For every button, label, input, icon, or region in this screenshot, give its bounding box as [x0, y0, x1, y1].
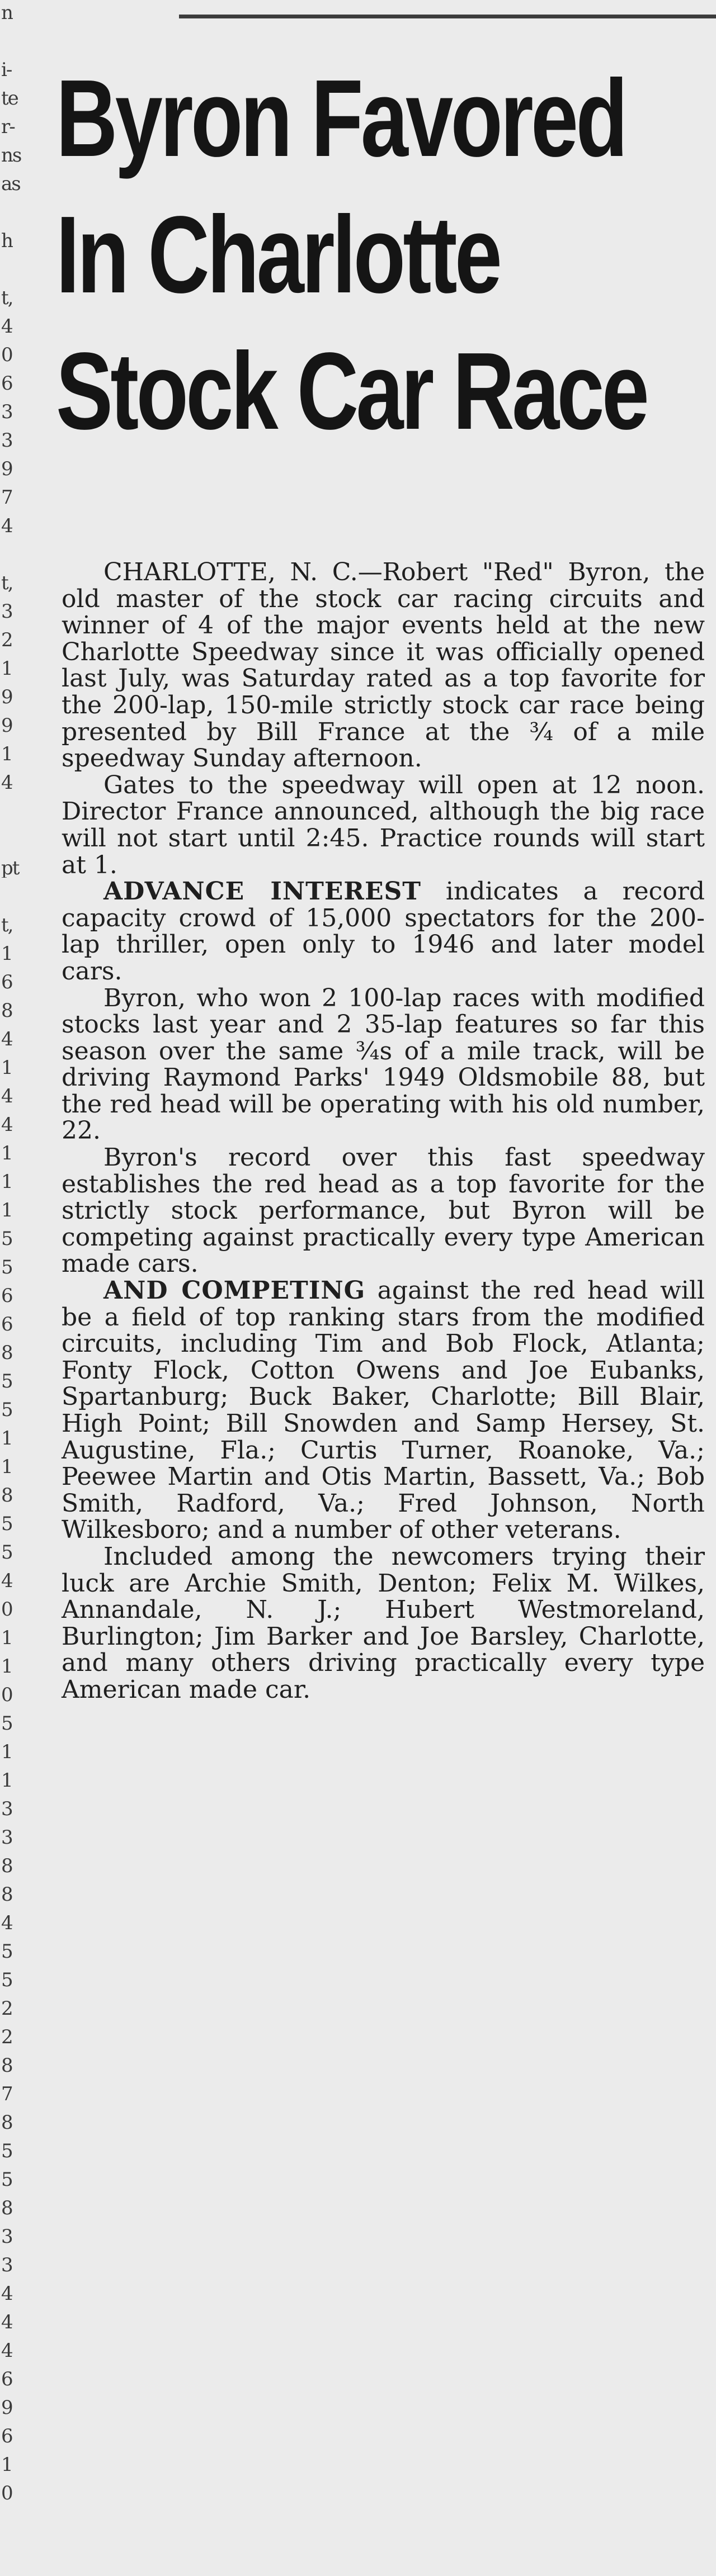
headline-line: Byron Favored: [56, 57, 626, 179]
adjacent-column-line: t,: [1, 916, 13, 935]
adjacent-column-line: 3: [1, 2256, 12, 2275]
adjacent-column-line: pt: [1, 859, 19, 878]
adjacent-column-line: 8: [1, 1885, 12, 1904]
paragraph: [62, 985, 705, 1145]
headline-line: Stock Car Race: [56, 330, 647, 452]
adjacent-column-line: t,: [1, 574, 13, 593]
adjacent-column-line: 2: [1, 1999, 12, 2018]
paragraph: [62, 1543, 705, 1703]
adjacent-column-line: 8: [1, 1343, 12, 1362]
adjacent-column-line: 1: [1, 1457, 12, 1476]
adjacent-column-line: 1: [1, 944, 12, 963]
adjacent-column-line: 5: [1, 1942, 12, 1961]
adjacent-column-line: 8: [1, 2199, 12, 2218]
adjacent-column-line: 1: [1, 1429, 12, 1448]
adjacent-column-line: 6: [1, 2370, 12, 2389]
paragraph-text: Included among the newcomers trying their luck are Archie Smith, Denton; Felix M. Wilkes, Annandale, N. J.; Hubert Westmoreland, Burlington; Jim Barker and Joe Barsley, Charlotte, and many others driving practically every type American made car.: [62, 1542, 705, 1704]
paragraph-kicker: AND COMPETING: [103, 1276, 366, 1305]
adjacent-column-line: 2: [1, 631, 12, 650]
adjacent-column-line: ns: [1, 146, 21, 165]
adjacent-column-line: 6: [1, 1286, 12, 1305]
adjacent-column-line: 4: [1, 317, 12, 336]
adjacent-column-line: 0: [1, 1685, 12, 1704]
paragraph: [62, 878, 705, 984]
adjacent-column-line: 7: [1, 488, 12, 507]
adjacent-column-line: 6: [1, 2427, 12, 2446]
adjacent-column-line: 1: [1, 1058, 12, 1077]
adjacent-column-line: 5: [1, 2170, 12, 2189]
adjacent-column-line: 5: [1, 1714, 12, 1733]
adjacent-column-line: 5: [1, 1400, 12, 1419]
adjacent-column-line: 1: [1, 1628, 12, 1647]
paragraph: [62, 559, 705, 772]
paragraph: [62, 772, 705, 878]
adjacent-column-line: te: [1, 89, 18, 108]
adjacent-column-line: 3: [1, 1828, 12, 1847]
adjacent-column-line: 5: [1, 1543, 12, 1562]
adjacent-column-line: 7: [1, 2085, 12, 2104]
adjacent-column-line: 8: [1, 1486, 12, 1505]
top-rule: [179, 15, 716, 18]
adjacent-column-line: as: [1, 174, 20, 193]
adjacent-column-line: 3: [1, 402, 12, 422]
adjacent-column-line: 4: [1, 773, 12, 792]
adjacent-column-line: h: [1, 231, 12, 250]
adjacent-column-line: 5: [1, 1229, 12, 1248]
adjacent-column-line: i-: [1, 60, 12, 79]
paragraph: [62, 1144, 705, 1277]
headline-line: In Charlotte: [56, 193, 500, 316]
adjacent-column-line: 4: [1, 1571, 12, 1590]
adjacent-column-line: 5: [1, 1258, 12, 1277]
adjacent-column-line: 9: [1, 716, 12, 735]
adjacent-column-line: 8: [1, 1857, 12, 1876]
adjacent-column-line: 0: [1, 345, 12, 364]
adjacent-column-line: 4: [1, 1115, 12, 1134]
adjacent-column-line: 8: [1, 1001, 12, 1020]
adjacent-column-line: 3: [1, 2227, 12, 2246]
adjacent-column-line: 1: [1, 2455, 12, 2474]
adjacent-column-line: 0: [1, 2484, 12, 2503]
adjacent-column-line: 5: [1, 1971, 12, 1990]
adjacent-column-line: 9: [1, 460, 12, 479]
paragraph-text: Byron's record over this fast speedway establishes the red head as a top favorite for the strictly stock performance, but Byron will be competing against practically every type American made cars.: [62, 1143, 705, 1278]
adjacent-column-line: 5: [1, 1372, 12, 1391]
adjacent-column-line: 6: [1, 374, 12, 393]
adjacent-column-line: 1: [1, 1201, 12, 1220]
adjacent-column-line: 1: [1, 1657, 12, 1676]
headline: [56, 50, 647, 460]
adjacent-column-line: 4: [1, 1087, 12, 1106]
paragraph: [62, 1277, 705, 1543]
adjacent-column-line: 1: [1, 745, 12, 764]
adjacent-column-line: 5: [1, 1514, 12, 1533]
adjacent-column-line: 1: [1, 659, 12, 678]
paragraph-text: Gates to the speedway will open at 12 noon. Director France announced, although the big race will not start until 2:45. Practice rounds will start at 1.: [62, 770, 705, 879]
adjacent-column-line: 1: [1, 1172, 12, 1191]
adjacent-column-line: 3: [1, 1800, 12, 1819]
adjacent-column-line: 1: [1, 1742, 12, 1761]
paragraph-text: Byron, who won 2 100-lap races with modified stocks last year and 2 35-lap features so far this season over the same ¾s of a mile track, will be driving Raymond Parks' 1949 Oldsmobile 88, but the red head will be operating with his old number, 22.: [62, 983, 705, 1145]
adjacent-column-line: 4: [1, 2313, 12, 2332]
adjacent-column-line: 4: [1, 1914, 12, 1933]
adjacent-column-line: 4: [1, 1030, 12, 1049]
adjacent-column-line: t,: [1, 288, 13, 307]
adjacent-column-line: r-: [1, 117, 15, 136]
adjacent-column-line: 3: [1, 602, 12, 621]
adjacent-column-line: 5: [1, 2142, 12, 2161]
adjacent-column-line: 0: [1, 1600, 12, 1619]
adjacent-column-line: 1: [1, 1771, 12, 1790]
adjacent-column-line: 8: [1, 2113, 12, 2132]
paragraph-text: indicates a record capacity crowd of 15,000 spectators for the 200-lap thriller, open only to 1946 and later model cars.: [62, 877, 705, 986]
adjacent-column-line: 9: [1, 688, 12, 707]
adjacent-column-line: 3: [1, 431, 12, 450]
adjacent-column-line: 6: [1, 1315, 12, 1334]
paragraph-kicker: ADVANCE INTEREST: [103, 877, 422, 906]
adjacent-column-line: 1: [1, 1144, 12, 1163]
adjacent-column-line: 9: [1, 2398, 12, 2417]
paragraph-text: CHARLOTTE, N. C.—Robert "Red" Byron, the old master of the stock car racing circuits and winner of 4 of the major events held at the new Charlotte Speedway since it was officially opened last July, was Saturday rated as a top favorite for the 200-lap, 150-mile strictly stock car race being presented by Bill France at the ¾ of a mile speedway Sunday afternoon.: [62, 558, 705, 773]
adjacent-column-line: 4: [1, 2341, 12, 2360]
adjacent-column-fragment: [0, 0, 34, 2576]
paragraph-text: against the red head will be a field of top ranking stars from the modified circuits, including Tim and Bob Flock, Atlanta; Fonty Flock, Cotton Owens and Joe Eubanks, Spartanburg; Buck Baker, Charlotte; Bill Blair, High Point; Bill Snowden and Samp Hersey, St. Augustine, Fla.; Curtis Turner, Roanoke, Va.; Peewee Martin and Otis Martin, Bassett, Va.; Bob Smith, Radford, Va.; Fred Johnson, North Wilkesboro; and a number of other veterans.: [62, 1276, 705, 1545]
adjacent-column-line: 6: [1, 973, 12, 992]
adjacent-column-line: n: [1, 3, 12, 22]
adjacent-column-line: 4: [1, 517, 12, 536]
adjacent-column-line: 2: [1, 2028, 12, 2047]
adjacent-column-line: 4: [1, 2284, 12, 2303]
article-body: [62, 559, 705, 1703]
adjacent-column-line: 8: [1, 2056, 12, 2075]
